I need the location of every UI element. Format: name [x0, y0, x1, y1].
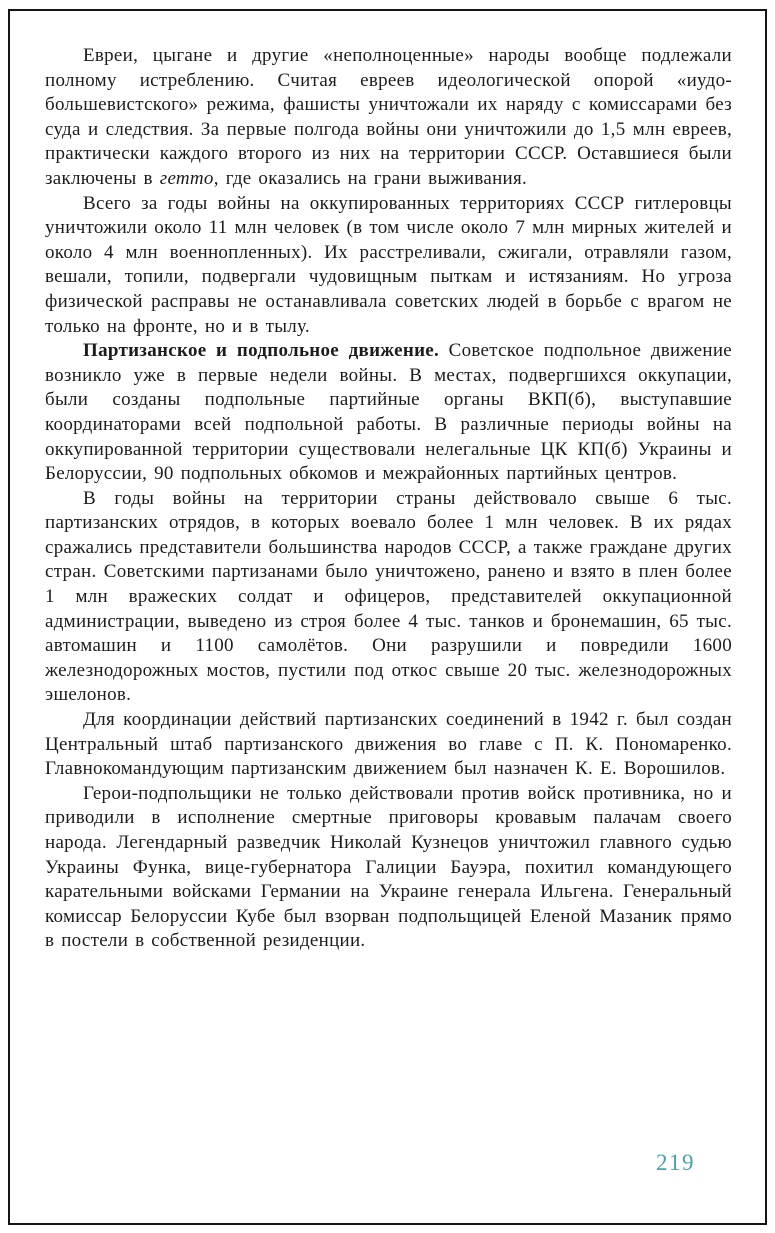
paragraph-text: В годы войны на территории страны действовало свыше 6 тыс. партизанских отрядов, в которых воевало более 1 млн человек. В их рядах сражались представители большинства народов СССР, а также граждане других стран. Советскими партизанами было уничтожено, ранено и взято в плен более 1 млн вражеских солдат и офицеров, представителей оккупационной администрации, выведено из строя более 4 тыс. танков и бронемашин, 65 тыс. автомашин и 1100 самолётов. Они разрушили и повредили 1600 железнодорожных мостов, пустили под откос свыше 20 тыс. железнодорожных эшелонов.: [45, 487, 732, 706]
paragraph-text: Евреи, цыгане и другие «неполноценные» народы вообще подлежали полному истреблению. Считая евреев идеологической опорой «иудо-большевистского» режима, фашисты уничтожали их наряду с комиссарами без суда и следствия. За первые полгода войны они уничтожили до 1,5 млн евреев, практически каждого второго из них на территории СССР. Оставшиеся были заключены в: [45, 45, 732, 189]
italic-term-ghetto: гетто: [159, 167, 214, 189]
paragraph-text: Герои-подпольщики не только действовали против войск противника, но и приводили в исполнение смертные приговоры кровавым палачам своего народа. Легендарный разведчик Николай Кузнецов уничтожил главного судью Украины Функа, вице-губернатора Галиции Бауэра, похитил командующего карательными войсками Германии на Украине генерала Ильгена. Генеральный комиссар Белоруссии Кубе был взорван подпольщицей Еленой Мазаник прямо в постели в собственной резиденции.: [45, 782, 732, 952]
text-block: [45, 44, 732, 954]
bold-section-lead: Партизанское и подпольное движение.: [83, 340, 440, 362]
paragraph: [45, 192, 732, 340]
paragraph: [45, 708, 732, 782]
page-number: 219: [656, 1150, 695, 1175]
paragraph: [45, 782, 732, 954]
paragraph-text: , где оказались на грани выживания.: [213, 167, 528, 189]
paragraph-text: Всего за годы войны на оккупированных территориях СССР гитлеровцы уничтожили около 11 млн человек (в том числе около 7 млн мирных жителей и около 4 млн военнопленных). Их расстреливали, сжигали, отравляли газом, вешали, топили, подвергали чудовищным пыткам и истязаниям. Но угроза физической расправы не останавливала советских людей в борьбе с врагом не только на фронте, но и в тылу.: [45, 192, 732, 337]
paragraph: [45, 339, 732, 487]
paragraph-text: Для координации действий партизанских соединений в 1942 г. был создан Центральный штаб партизанского движения во главе с П. К. Пономаренко. Главнокомандующим партизанским движением был назначен К. Е. Ворошилов.: [45, 709, 732, 780]
paragraph: [45, 487, 732, 708]
paragraph: [45, 44, 732, 192]
paragraph-text: Советское подпольное движение возникло уже в первые недели войны. В местах, подвергшихся оккупации, были созданы подпольные партийные органы ВКП(б), выступавшие координаторами всей подпольной работы. В различные периоды войны на оккупированной территории существовали нелегальные ЦК КП(б) Украины и Белоруссии, 90 подпольных обкомов и межрайонных партийных центров.: [45, 340, 733, 485]
